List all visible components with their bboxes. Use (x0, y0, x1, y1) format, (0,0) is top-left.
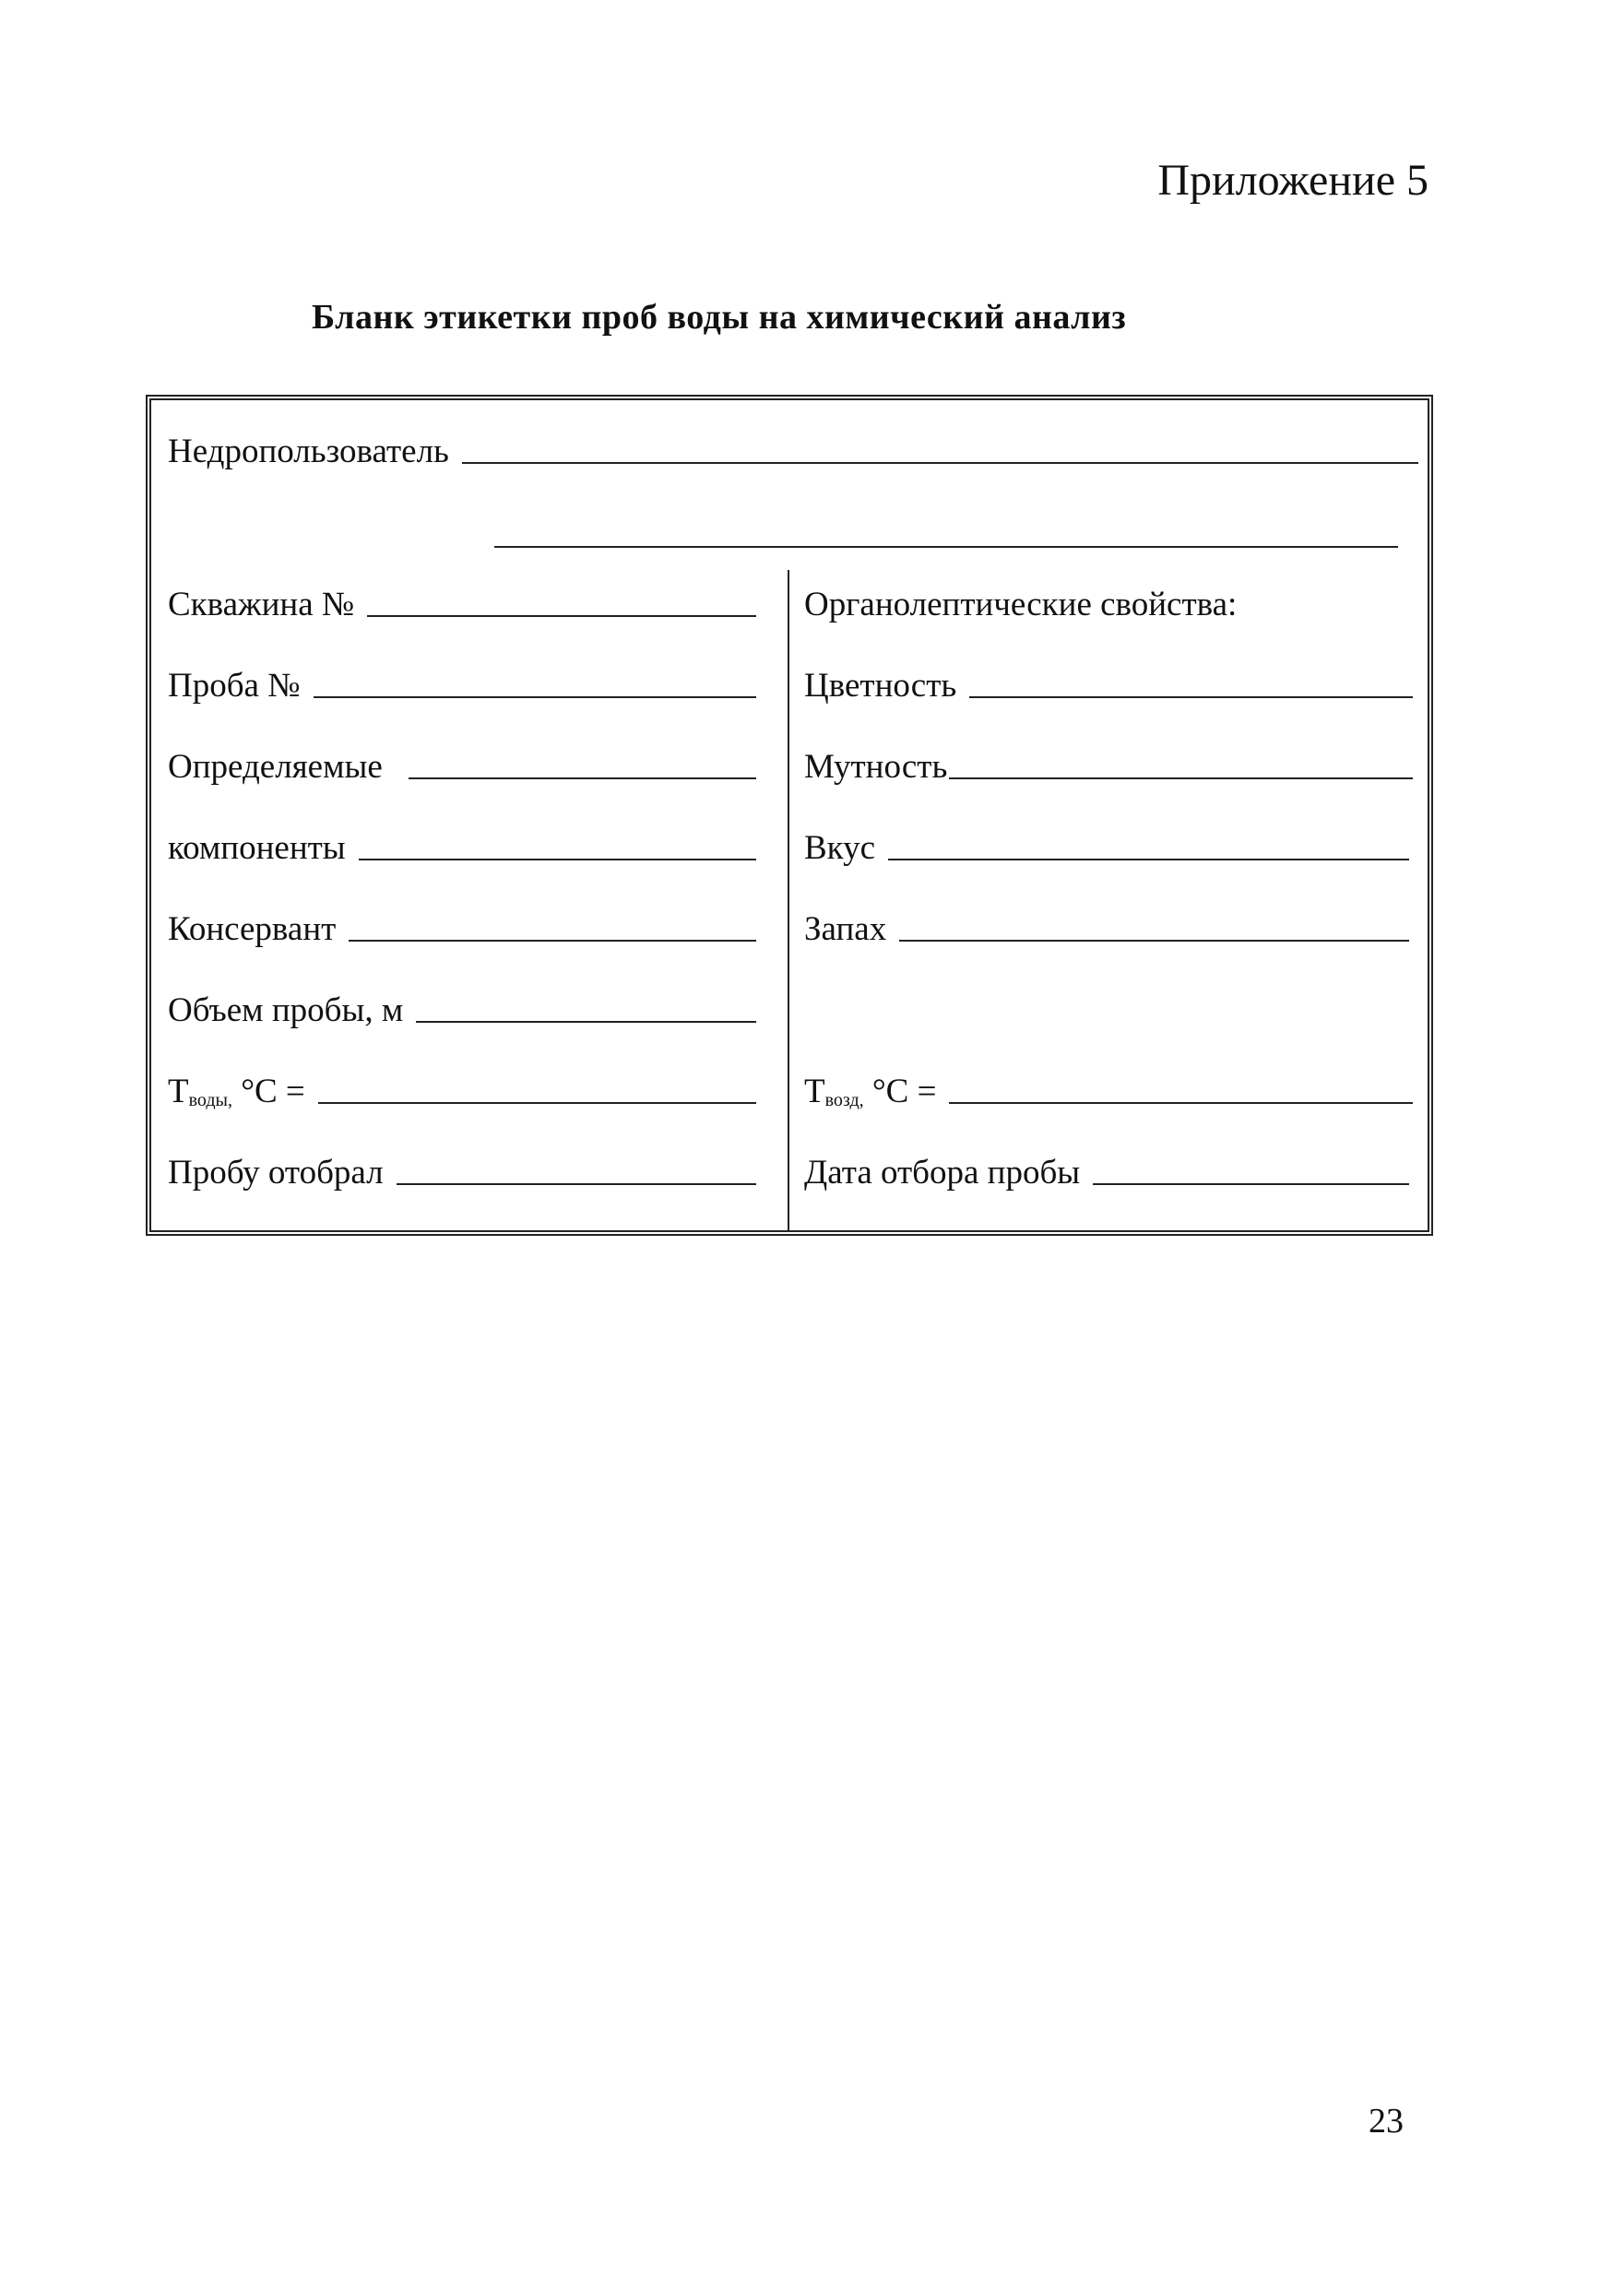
air-temp-label (804, 1072, 936, 1111)
preservative-line (349, 940, 756, 942)
sample-volume-line (416, 1021, 756, 1023)
water-temp-subscript: воды, (188, 1090, 232, 1110)
water-temp-symbol: T (168, 1073, 189, 1110)
air-temp-symbol: T (804, 1073, 825, 1110)
air-temp-unit: °C = (871, 1073, 937, 1110)
sample-number-line (314, 696, 756, 698)
sampled-by-field[interactable] (168, 1153, 756, 1192)
sampled-by-line (397, 1183, 756, 1185)
label-form-card (146, 395, 1433, 1236)
subsoil-user-line[interactable] (462, 462, 1418, 464)
sampling-date-label: Дата отбора пробы (804, 1154, 1081, 1192)
organoleptic-label: Органолептические свойства: (804, 586, 1238, 623)
determined-field[interactable] (168, 747, 756, 787)
sampling-date-line (1093, 1183, 1409, 1185)
determined-line (409, 777, 756, 779)
water-temp-label (168, 1072, 305, 1111)
subsoil-user-field[interactable] (168, 432, 1418, 471)
well-number-line (367, 615, 756, 617)
taste-label: Вкус (804, 829, 876, 867)
color-label: Цветность (804, 667, 957, 705)
sampled-by-label: Пробу отобрал (168, 1154, 384, 1192)
form-title: Бланк этикетки проб воды на химический анализ (312, 298, 1127, 337)
odor-label: Запах (804, 910, 887, 948)
sample-number-label: Проба № (168, 667, 301, 705)
color-field[interactable] (804, 666, 1413, 706)
appendix-label: Приложение 5 (1157, 156, 1428, 205)
turbidity-label: Мутность (804, 748, 948, 786)
organoleptic-heading (804, 585, 1413, 624)
determined-label: Определяемые (168, 748, 383, 786)
taste-field[interactable] (804, 828, 1409, 868)
odor-line (899, 940, 1409, 942)
subsoil-user-label: Недропользователь (168, 433, 449, 470)
turbidity-line (949, 777, 1413, 779)
subsoil-user-second-line[interactable] (494, 546, 1398, 548)
components-line (359, 859, 756, 860)
turbidity-field[interactable] (804, 747, 1413, 787)
color-line (969, 696, 1413, 698)
sample-volume-field[interactable] (168, 990, 756, 1030)
sampling-date-field[interactable] (804, 1153, 1409, 1192)
well-number-field[interactable] (168, 585, 756, 624)
well-number-label: Скважина № (168, 586, 355, 623)
components-label: компоненты (168, 829, 346, 867)
water-temp-field[interactable] (168, 1072, 756, 1111)
column-divider (788, 570, 789, 1230)
water-temp-unit: °C = (241, 1073, 305, 1110)
components-field[interactable] (168, 828, 756, 868)
sample-number-field[interactable] (168, 666, 756, 706)
taste-line (888, 859, 1409, 860)
odor-field[interactable] (804, 909, 1409, 949)
preservative-field[interactable] (168, 909, 756, 949)
air-temp-subscript: возд, (824, 1090, 864, 1110)
page-number: 23 (1369, 2102, 1404, 2141)
air-temp-line (949, 1102, 1413, 1104)
sample-volume-label: Объем пробы, м (168, 991, 404, 1029)
preservative-label: Консервант (168, 910, 337, 948)
water-temp-line (318, 1102, 756, 1104)
air-temp-field[interactable] (804, 1072, 1413, 1111)
